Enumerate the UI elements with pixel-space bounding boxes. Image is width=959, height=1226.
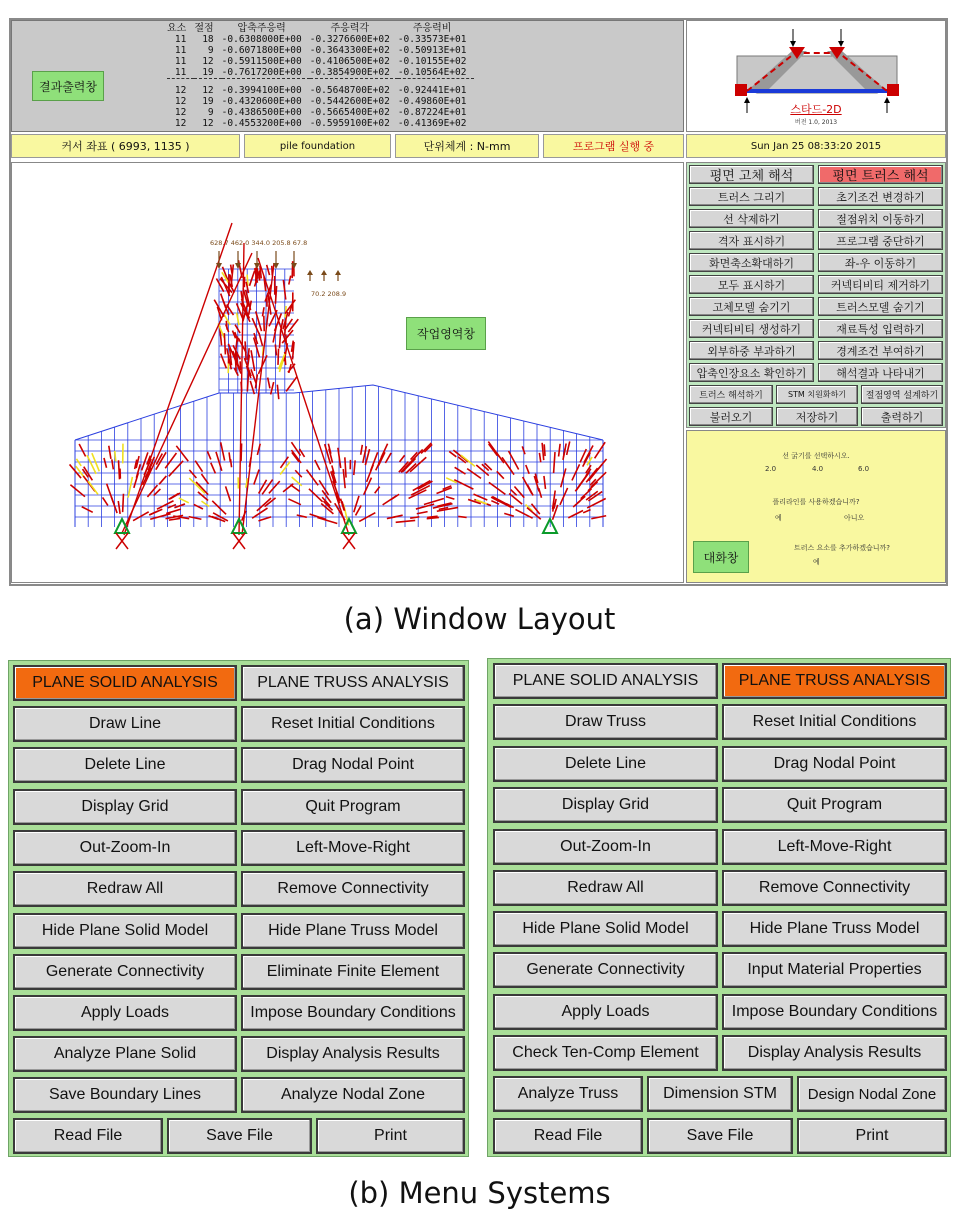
table-row: 12 12 -0.4553200E+00 -0.5959100E+02 -0.41369E+02 [174,118,467,129]
stress-trajectory [169,493,179,499]
stress-trajectory [567,441,570,455]
drag-nodal-point-button[interactable]: Drag Nodal Point [722,746,947,782]
stress-trajectory [544,444,545,456]
table-row: 12 9 -0.4386500E+00 -0.5665400E+02 -0.87224E+01 [174,107,467,118]
table-row: 12 19 -0.4320600E+00 -0.5442600E+02 -0.49860E+01 [174,96,467,107]
stress-trajectory [211,463,216,474]
save-file-button[interactable]: Save File [647,1118,793,1154]
stress-trajectory [123,494,124,512]
table-row: 11 12 -0.5911500E+00 -0.4106500E+02 -0.10155E+02 [174,56,467,67]
caption-window-layout: (a) Window Layout [343,602,616,636]
stress-trajectory [216,452,222,471]
check-ten-comp-button[interactable]: Check Ten-Comp Element [493,1035,718,1071]
dialog-panel [686,430,946,583]
stress-trajectory [176,446,188,461]
stress-trajectory [250,381,254,394]
stress-trajectory [598,459,607,470]
stress-trajectory [454,480,473,489]
tab-plane-truss-analysis[interactable]: PLANE TRUSS ANALYSIS [722,663,947,699]
menu-button[interactable]: 격자 표시하기 [689,231,814,250]
analyze-truss-button[interactable]: Analyze Truss [493,1076,643,1112]
col-node: 절점 [194,23,214,34]
unit-system: 단위체계 : N-mm [395,134,539,158]
load-arrow-icon [307,270,313,275]
hide-solid-model-button[interactable]: Hide Plane Solid Model [493,911,718,947]
menu-button[interactable]: 커넥티비티 제거하기 [818,275,943,294]
side-load-value: 70.2 208.9 [311,290,347,298]
stress-trajectory [572,464,580,480]
dialog-yes[interactable]: 예 [813,558,820,566]
command-menu [686,162,946,428]
delete-line-button[interactable]: Delete Line [13,747,237,783]
read-file-button[interactable]: 불러오기 [689,407,773,426]
program-logo [686,20,946,132]
menu-button[interactable]: 화면축소확대하기 [689,253,814,272]
stress-trajectory [262,307,264,316]
stress-trajectory [128,477,132,498]
load-label: 344.0 [251,239,270,247]
stress-trajectory [224,333,225,354]
dialog-option[interactable]: 4.0 [812,465,824,473]
stress-trajectory [201,474,208,484]
caption-menu-systems: (b) Menu Systems [348,1176,611,1210]
stress-trajectory [509,451,519,470]
menu-button[interactable]: 해석결과 나타내기 [818,363,943,382]
redraw-all-button[interactable]: Redraw All [13,871,237,907]
stress-trajectory [277,385,278,399]
stress-trajectory [502,457,514,474]
stress-trajectory [149,511,158,515]
stress-trajectory [165,453,176,468]
quit-program-button[interactable]: Quit Program [241,789,465,825]
stress-trajectory [221,354,227,369]
stress-trajectory [194,504,203,509]
stress-trajectory [595,442,606,458]
stress-trajectory [544,476,546,489]
stress-trajectory [295,470,302,477]
stress-trajectory [221,442,225,460]
display-grid-button[interactable]: Display Grid [493,787,718,823]
stress-trajectory [446,497,454,499]
menu-button[interactable]: 절점위치 이동하기 [818,209,943,228]
stress-trajectory [489,444,498,456]
table-row: 11 9 -0.6071800E+00 -0.3643300E+02 -0.50913E+01 [174,45,467,56]
work-area-label: 작업영역창 [406,317,486,350]
load-label: 67.8 [292,239,308,247]
dialog-question: 플리라인를 사용하겠습니까? [772,498,860,506]
stress-trajectory [361,445,363,455]
stress-trajectory [112,459,114,469]
load-arrow-icon [321,270,327,275]
stress-trajectory [231,265,232,274]
compression-strut [124,223,232,535]
load-label: 628.7 [210,239,229,247]
remove-connectivity-button[interactable]: Remove Connectivity [241,871,465,907]
stress-trajectory [421,443,431,454]
zoom-button[interactable]: Out-Zoom-In [13,830,237,866]
stress-trajectory [492,496,507,504]
tab-plane-solid-analysis[interactable]: PLANE SOLID ANALYSIS [13,665,237,701]
save-file-button[interactable]: Save File [167,1118,312,1154]
stress-trajectory [279,329,280,348]
menu-button[interactable]: 절점영역 설계하기 [861,385,943,404]
dialog-question: 트러스 요소를 추가하겠습니까? [793,544,891,552]
stress-trajectory [109,446,111,459]
load-label: 205.8 [272,239,291,247]
display-grid-button[interactable]: Display Grid [13,789,237,825]
load-arrow-icon [335,270,341,275]
stress-trajectory [280,462,290,475]
reset-initial-conditions-button[interactable]: Reset Initial Conditions [722,704,947,740]
stress-trajectory [283,484,293,492]
print-button[interactable]: Print [316,1118,465,1154]
menu-button[interactable]: 트러스모델 숨기기 [818,297,943,316]
dialog-yes[interactable]: 예 [775,514,782,522]
load-arrow-icon [254,263,260,269]
stress-trajectory [400,455,405,462]
stress-trajectory [458,516,466,517]
stress-trajectory [251,369,256,383]
stress-trajectory [207,451,210,459]
col-stress-ratio: 주응력비 [412,23,452,34]
design-nodal-zone-button[interactable]: Design Nodal Zone [797,1076,947,1112]
reset-initial-conditions-button[interactable]: Reset Initial Conditions [241,706,465,742]
stress-trajectory [378,452,384,465]
hide-truss-model-button[interactable]: Hide Plane Truss Model [722,911,947,947]
menu-button[interactable]: 트러스 해석하기 [689,385,773,404]
print-button[interactable]: 출력하기 [861,407,943,426]
stress-trajectory [467,469,481,479]
stress-trajectory [249,271,254,286]
stress-trajectory [275,344,276,355]
logo-version: 버전 1.0, 2013 [794,119,838,126]
stress-trajectory [476,465,489,476]
pan-button[interactable]: Left-Move-Right [722,829,947,865]
result-output-label: 결과출력창 [32,71,104,101]
drag-nodal-point-button[interactable]: Drag Nodal Point [241,747,465,783]
stress-trajectory [257,498,271,511]
logo-title: 스타드-2D [790,103,842,116]
apply-loads-button[interactable]: Apply Loads [13,995,237,1031]
stress-trajectory [82,507,93,513]
stress-trajectory [226,321,227,330]
stress-trajectory [292,452,299,461]
tab-plane-truss[interactable]: 평면 트러스 해석 [818,165,943,184]
stress-trajectory [343,469,345,488]
tab-plane-truss-analysis[interactable]: PLANE TRUSS ANALYSIS [241,665,465,701]
stress-trajectory [212,501,226,515]
menu-button[interactable]: 압축인장요소 확인하기 [689,363,814,382]
save-file-button[interactable]: 저장하기 [776,407,858,426]
stress-trajectory [288,319,298,332]
impose-boundary-button[interactable]: Impose Boundary Conditions [722,994,947,1030]
result-output-panel [11,20,684,132]
menu-button[interactable]: 트러스 그리기 [689,187,814,206]
menu-button[interactable]: 초기조건 변경하기 [818,187,943,206]
stress-trajectory [504,513,514,516]
stress-trajectory [267,265,270,275]
stress-trajectory [134,473,138,488]
stress-trajectory [169,518,180,520]
stress-trajectory [258,517,271,521]
draw-truss-button[interactable]: Draw Truss [493,704,718,740]
tab-plane-solid-analysis[interactable]: PLANE SOLID ANALYSIS [493,663,718,699]
generate-connectivity-button[interactable]: Generate Connectivity [493,952,718,988]
col-principal-stress: 압축주응력 [237,23,286,34]
cursor-coordinates: 커서 좌표 ( 6993, 1135 ) [11,134,240,158]
stress-trajectory [539,453,540,462]
print-button[interactable]: Print [797,1118,947,1154]
menu-button[interactable]: 외부하중 부과하기 [689,341,814,360]
display-results-button[interactable]: Display Analysis Results [722,1035,947,1071]
stress-trajectory [356,505,362,515]
menu-button[interactable]: 프로그램 중단하기 [818,231,943,250]
menu-button[interactable]: 커넥티비티 생성하기 [689,319,814,338]
project-name: pile foundation [244,134,391,158]
stress-trajectory [559,444,561,457]
stress-trajectory [189,470,196,478]
stress-trajectory [104,458,107,468]
menu-button[interactable]: 고체모델 숨기기 [689,297,814,316]
analyze-nodal-zone-button[interactable]: Analyze Nodal Zone [241,1077,465,1113]
menu-button[interactable]: 좌-우 이동하기 [818,253,943,272]
stress-trajectory [514,487,524,498]
menu-button[interactable]: STM 치원화하기 [776,385,858,404]
analyze-plane-solid-button[interactable]: Analyze Plane Solid [13,1036,237,1072]
load-label: 462.0 [230,239,250,247]
stress-trajectory [289,276,291,285]
work-area[interactable] [11,162,684,583]
stress-trajectory [254,470,259,485]
result-table [167,23,474,129]
stress-trajectory [497,471,504,478]
table-row: 12 12 -0.3994100E+00 -0.5648700E+02 -0.92441E+01 [174,85,467,96]
model-canvas[interactable] [12,163,683,582]
stress-trajectory [166,509,181,513]
stress-trajectory [278,349,279,365]
stress-trajectory [79,444,85,456]
stress-trajectory [237,313,239,325]
save-boundary-lines-button[interactable]: Save Boundary Lines [13,1077,237,1113]
menu-system-solid [8,660,469,1157]
compression-strut [258,258,349,535]
dialog-option[interactable]: 2.0 [765,465,777,473]
stress-trajectory [88,481,98,494]
stress-trajectory [115,451,116,462]
delete-line-button[interactable]: Delete Line [493,746,718,782]
col-stress-angle: 주응력각 [330,23,370,34]
menu-button[interactable]: 경계조건 부여하기 [818,341,943,360]
stress-trajectory [236,360,237,371]
stress-trajectory [385,453,391,463]
pan-button[interactable]: Left-Move-Right [241,830,465,866]
input-material-properties-button[interactable]: Input Material Properties [722,952,947,988]
eliminate-element-button[interactable]: Eliminate Finite Element [241,954,465,990]
stress-trajectory [315,460,320,470]
dialog-no[interactable]: 아니오 [844,514,865,522]
tab-plane-solid[interactable]: 평면 고체 해석 [689,165,814,184]
stress-trajectory [345,457,346,477]
hide-truss-model-button[interactable]: Hide Plane Truss Model [241,913,465,949]
impose-boundary-button[interactable]: Impose Boundary Conditions [241,995,465,1031]
stress-trajectory [157,501,174,509]
read-file-button[interactable]: Read File [13,1118,163,1154]
read-file-button[interactable]: Read File [493,1118,643,1154]
menu-system-truss [487,658,951,1157]
stress-trajectory [554,452,555,473]
stress-trajectory [231,459,232,467]
zoom-button[interactable]: Out-Zoom-In [493,829,718,865]
dimension-stm-button[interactable]: Dimension STM [647,1076,793,1112]
dialog-option[interactable]: 6.0 [858,465,870,473]
apply-loads-button[interactable]: Apply Loads [493,994,718,1030]
draw-line-button[interactable]: Draw Line [13,706,237,742]
stress-trajectory [245,341,246,359]
stress-trajectory [257,268,258,279]
stress-trajectory [396,520,416,522]
generate-connectivity-button[interactable]: Generate Connectivity [13,954,237,990]
stress-trajectory [226,486,231,501]
program-status: 프로그램 실행 중 [543,134,684,158]
display-results-button[interactable]: Display Analysis Results [241,1036,465,1072]
menu-button[interactable]: 선 삭제하기 [689,209,814,228]
stress-trajectory [118,460,119,479]
menu-button[interactable]: 재료특성 입력하기 [818,319,943,338]
menu-button[interactable]: 모두 표시하기 [689,275,814,294]
stress-trajectory [189,478,205,493]
stress-trajectory [526,465,529,474]
stress-trajectory [118,501,120,514]
table-row: 11 18 -0.6308000E+00 -0.3276600E+02 -0.33573E+01 [174,34,467,45]
stress-trajectory [542,443,544,460]
stress-trajectory [159,476,166,484]
redraw-all-button[interactable]: Redraw All [493,870,718,906]
stress-trajectory [103,497,108,505]
remove-connectivity-button[interactable]: Remove Connectivity [722,870,947,906]
date-time: Sun Jan 25 08:33:20 2015 [686,134,946,158]
stress-trajectory [221,294,226,309]
dialog-question: 선 굵기를 선택하시오. [782,452,850,460]
stress-trajectory [299,449,304,457]
quit-program-button[interactable]: Quit Program [722,787,947,823]
load-values [210,239,307,247]
hide-solid-model-button[interactable]: Hide Plane Solid Model [13,913,237,949]
col-element: 요소 [167,23,187,34]
table-row: 11 19 -0.7617200E+00 -0.3854900E+02 -0.10564E+02 [174,67,467,78]
compression-strut [239,243,244,535]
dialog-label: 대화창 [693,541,749,573]
